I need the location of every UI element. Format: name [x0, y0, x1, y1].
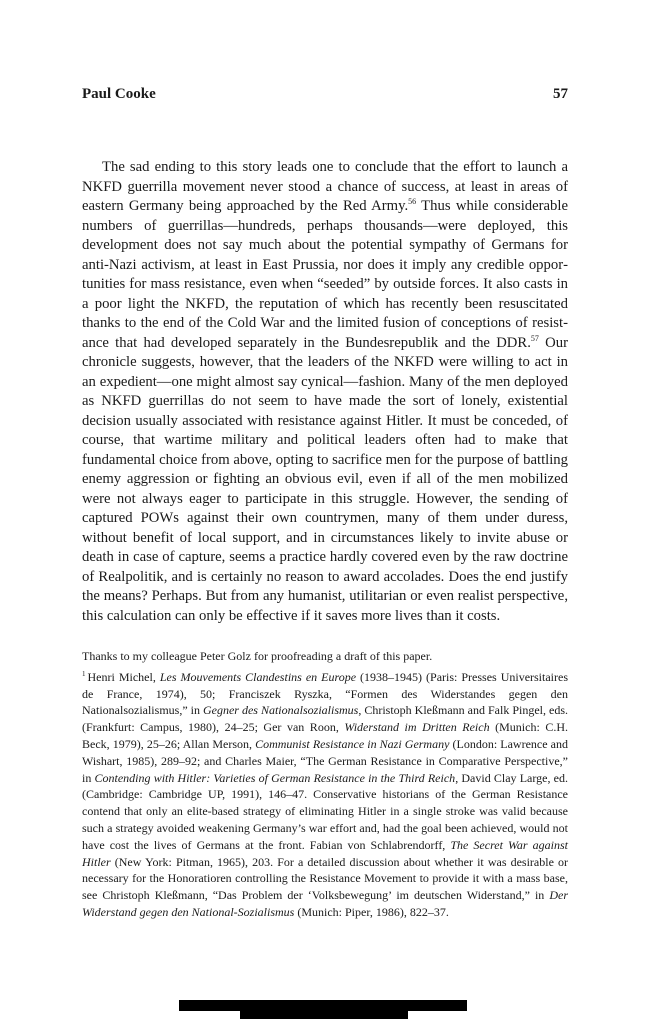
footnote-text: (Munich: C.H. Beck, 1979), 25–26; Allan Merson,	[82, 720, 568, 751]
footnote-text: , David Clay Large, ed. (Cambridge: Cambridge UP, 1991), 146–47. Conservative historians of the German Resistance contend that only an elite-based strategy of eliminating Hitler in a single stroke was valid because such a strategy avoided weakening Germany’s war effort and, had the goal been achieved, would not have cost the lives of Germans at the front. Fabian von Schlabrendorff,	[82, 770, 568, 852]
footnote-title: Gegner des Nationalsozialismus	[202, 703, 359, 718]
footnote-title: Widerstand im Dritten Reich	[344, 720, 490, 735]
footnote-1-marker: 1	[82, 669, 86, 678]
page-number: 57	[553, 86, 568, 102]
page-header	[82, 84, 568, 104]
main-paragraph	[82, 158, 568, 626]
footnote-1	[82, 669, 568, 921]
footnote-title: The Secret War against Hitler	[82, 837, 568, 869]
footnote-title: Communist Resistance in Nazi Germany	[255, 736, 450, 751]
redaction-bar	[179, 1000, 467, 1011]
acknowledgement-note: Thanks to my colleague Peter Golz for proofreading a draft of this paper.	[82, 649, 433, 663]
footnote-text: , Christoph Kleßmann and Falk Pingel, eds. (Frankfurt: Campus, 1980), 24–25; Ger van Roon,	[82, 703, 568, 735]
redaction-bar-lower	[240, 1011, 408, 1019]
footnote-title: Contending with Hitler: Varieties of German Resistance in the Third Reich	[94, 770, 456, 785]
notes-section	[82, 648, 568, 925]
footnote-title: Les Mouvements Clandestins en Europe	[159, 669, 357, 684]
footnote-text: Henri Michel,	[87, 669, 160, 684]
footnote-text: (Munich: Piper, 1986), 822–37.	[294, 904, 449, 919]
footnote-ref-57: 57	[530, 333, 539, 343]
footnote-title: Der Widerstand gegen den National-Sozialismus	[82, 888, 568, 919]
paragraph-text-part-3: Our chronicle suggests, however, that the leaders of the NKFD were willing to act in an expedient—one might almost say cynical—fashion. Many of the men deployed as NKFD guerrillas do not seem to have made the sort of lonely, existential decision usually associated with resistance against Hitler. It must be conceded, of course, that wartime military and political leaders often had to make that fundamental choice from above, opting to sacrifice men for the purpose of battling enemy aggression or fighting an obvious evil, even if all of the men mobilized were not always eager to participate in this struggle. However, the sending of captured POWs against their own countrymen, many of them under duress, without benefit of local support, and in circumstances likely to invite abuse or death in case of capture, seems a practice hardly covered even by the raw doctrine of Realpolitik, and is certainly no reason to award accolades. Does the end justify the means? Perhaps. But from any humanist, utilitarian or even realist perspective, this calculation can only be effective if it saves more lives than it costs.	[82, 334, 568, 624]
footnote-text: (London: Lawrence and Wishart, 1985), 289–92; and Charles Maier, “The German Resistance in Comparative Perspective,” in	[82, 736, 568, 785]
footnote-ref-56: 56	[408, 197, 417, 207]
running-head-author: Paul Cooke	[82, 86, 156, 102]
footnote-text: (1938–1945) (Paris: Presses Universitaires de France, 1974), 50; Franciszek Ryszka, “Formen des Widerstandes gegen den Nationalsozialismus,” in	[82, 669, 569, 718]
paragraph-text-part-1: The sad ending to this story leads one to conclude that the effort to launch a NKFD guerrilla movement never stood a chance of success, at least in areas of eastern Germany being approached by the Red Army.	[82, 159, 568, 214]
footnote-text: (New York: Pitman, 1965), 203. For a detailed discussion about whether it was desirable or necessary for the Honoratioren controlling the Resistance Movement to provide it with a mass base, see Christoph Kleßmann, “Das Problem der ‘Volksbewegung’ im deutschen Widerstand,” in	[82, 854, 568, 903]
paragraph-text-part-2: Thus while considerable numbers of guerrillas—hundreds, perhaps thousands—were deployed, this development does not say much about the potential sympathy of Germans for anti-Nazi activism, at least in East Prussia, nor does it imply any credible opportunities for mass resistance, even when “seeded” by outside forces. It also casts in a poor light the NKFD, the reputation of which has recently been resuscitated thanks to the end of the Cold War and the limited fusion of conceptions of resistance that had developed separately in the Bundesrepublik and the DDR.	[82, 198, 569, 351]
